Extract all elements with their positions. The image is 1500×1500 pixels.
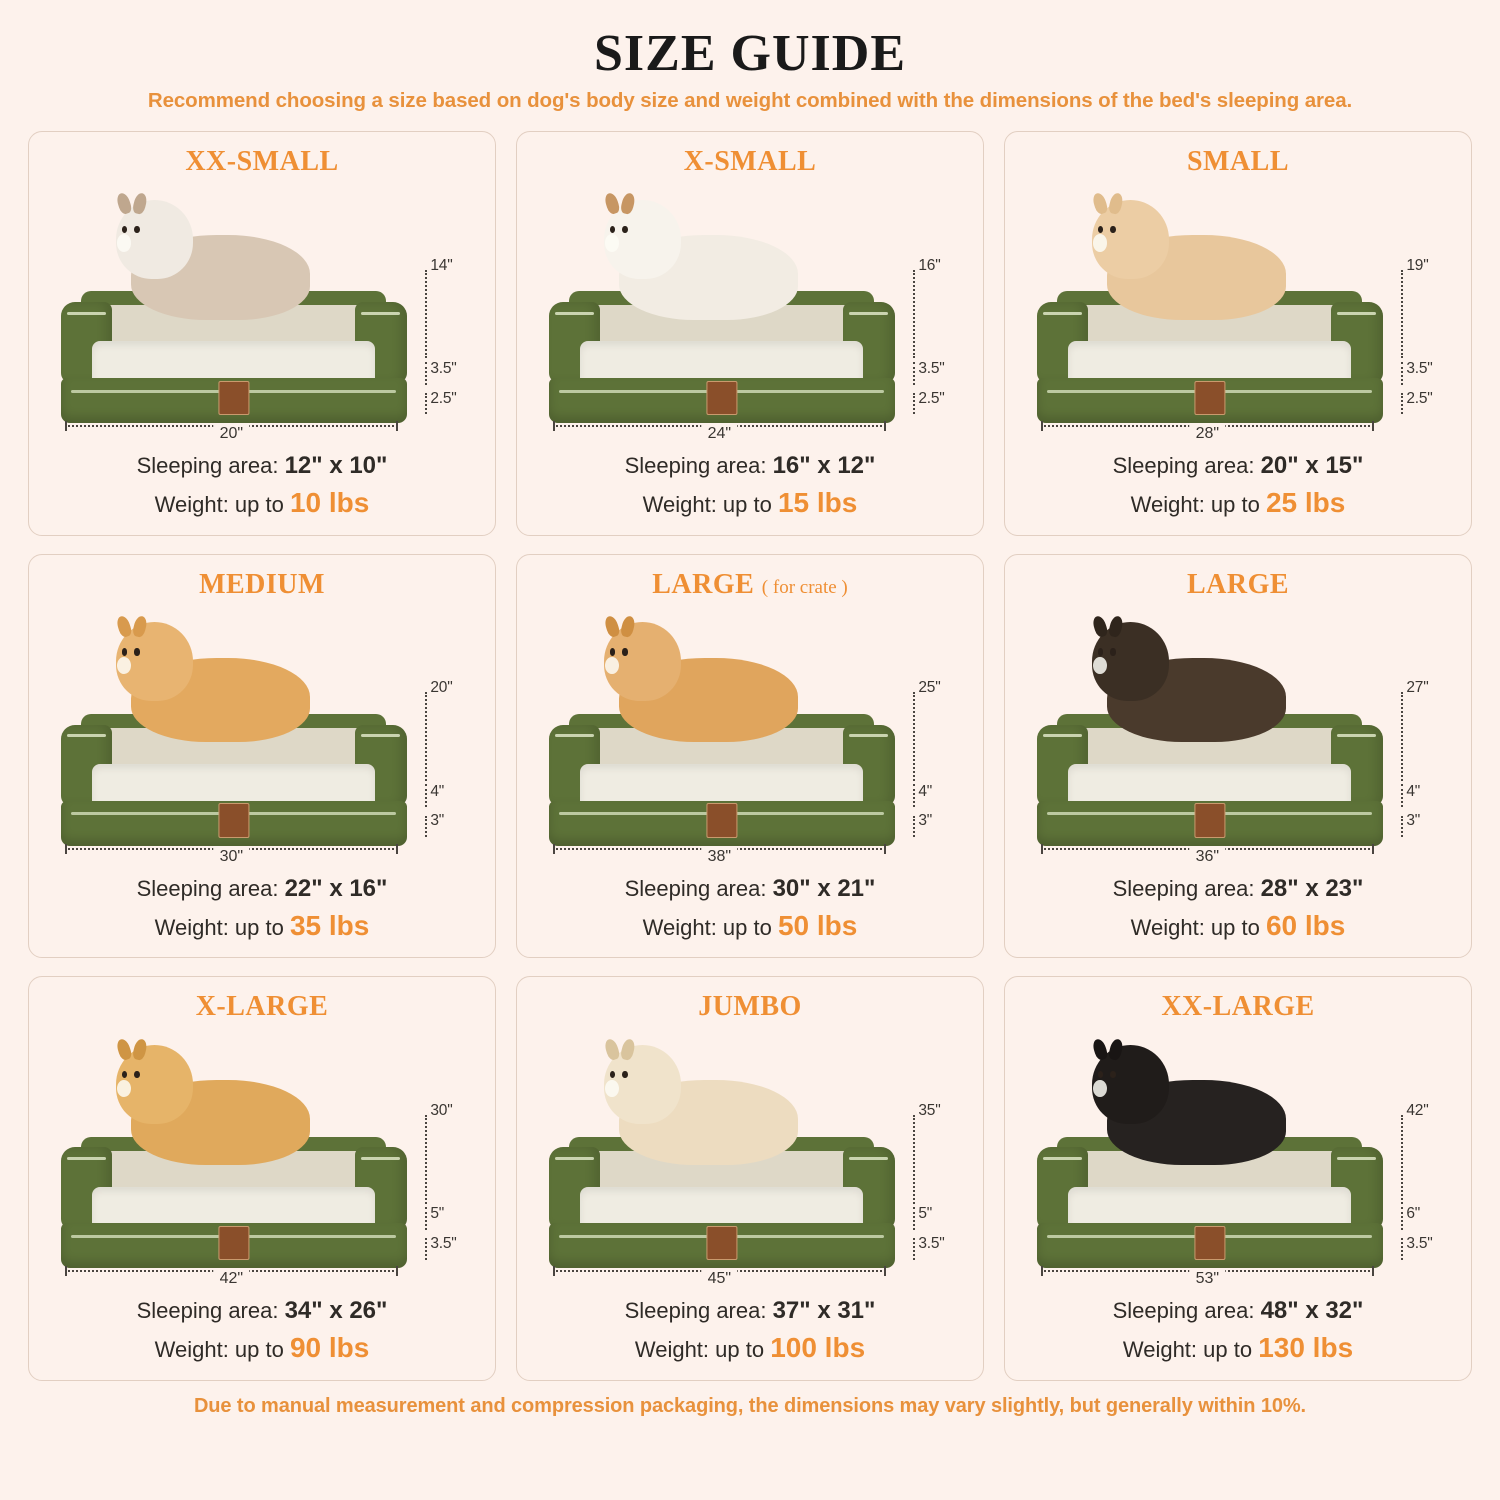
bed-wrap — [61, 1033, 407, 1268]
width-dimension — [553, 421, 886, 442]
weight-value: 130 lbs — [1258, 1332, 1354, 1364]
pet-ear-left — [115, 192, 132, 215]
dim-base-label: 2.5" — [918, 389, 945, 407]
pet-head — [1092, 1045, 1170, 1124]
bed-wrap — [549, 611, 895, 846]
card-specs — [1019, 872, 1457, 946]
pet-eye-left — [122, 226, 127, 233]
dim-height-label: 25" — [918, 679, 941, 697]
vertical-dimensions — [895, 257, 965, 421]
dim-line-base — [1401, 393, 1403, 414]
brand-tag — [1194, 1226, 1225, 1260]
weight-value: 35 lbs — [289, 909, 370, 941]
size-card — [1004, 554, 1472, 959]
sleeping-area-prefix: Sleeping area: — [136, 452, 285, 478]
pet-eye-right — [1110, 226, 1115, 233]
pet-ear-right — [1108, 615, 1124, 638]
card-title — [196, 991, 329, 1023]
bed-illustration — [43, 603, 481, 868]
weight-line — [1019, 1328, 1457, 1368]
bed-wrap — [1037, 611, 1383, 846]
brand-tag — [706, 1226, 737, 1260]
pet-eye-right — [622, 226, 627, 233]
weight-prefix: Weight: up to — [1122, 1337, 1259, 1363]
bed-illustration — [1019, 180, 1457, 445]
shiba-inu-dog-illustration — [604, 606, 798, 742]
width-dimension — [65, 1266, 398, 1288]
weight-value: 100 lbs — [770, 1332, 866, 1364]
card-size-name: LARGE — [652, 568, 755, 600]
bed-illustration — [43, 180, 481, 445]
pet-eye-right — [134, 1071, 139, 1078]
pet-eye-left — [122, 648, 127, 655]
card-specs — [43, 449, 481, 523]
weight-value: 25 lbs — [1265, 486, 1346, 518]
dim-height-label: 16" — [918, 256, 941, 274]
card-size-name: X-SMALL — [683, 146, 817, 177]
dim-bolster-label: 3.5" — [1406, 360, 1433, 378]
sleeping-area-line — [531, 449, 969, 483]
pet-muzzle — [605, 657, 619, 674]
dim-line-bolster — [913, 784, 915, 807]
bed-wrap — [549, 188, 895, 423]
pet-ear-right — [620, 1038, 636, 1061]
sleeping-area-line — [43, 449, 481, 483]
card-title — [1161, 991, 1314, 1023]
card-specs — [43, 1294, 481, 1368]
card-title — [199, 569, 325, 601]
bed-illustration — [531, 180, 969, 445]
card-specs — [531, 872, 969, 946]
brand-tag — [218, 1226, 249, 1260]
dim-line-base — [913, 816, 915, 837]
pet-muzzle — [605, 234, 619, 251]
pet-ear-right — [132, 1038, 148, 1061]
card-specs — [43, 872, 481, 946]
pet-eye-right — [622, 648, 627, 655]
card-title — [185, 146, 338, 178]
dim-bolster-label: 4" — [430, 782, 445, 800]
vertical-dimensions — [1383, 679, 1453, 843]
sleeping-area-prefix: Sleeping area: — [136, 875, 285, 901]
dim-bolster-label: 5" — [430, 1205, 445, 1223]
dim-cap-right — [1372, 844, 1374, 854]
border-collie-dog-illustration — [1092, 606, 1286, 742]
pet-ear-right — [620, 615, 636, 638]
weight-prefix: Weight: up to — [154, 914, 290, 940]
pet-ear-left — [603, 615, 620, 638]
dim-base-label: 2.5" — [430, 389, 457, 407]
size-card — [1004, 976, 1472, 1381]
dim-bolster-label: 3.5" — [918, 360, 945, 378]
dim-line-height — [425, 692, 427, 781]
dim-base-label: 3" — [430, 812, 445, 830]
page-subtitle: Recommend choosing a size based on dog's body size and weight combined with the dimensions of the bed's sleeping area. — [147, 89, 1353, 112]
card-size-name: SMALL — [1186, 146, 1290, 177]
pet-head — [604, 200, 682, 279]
dim-bolster-label: 5" — [918, 1205, 933, 1223]
dim-line-bolster — [1401, 362, 1403, 385]
dim-width-label: 30" — [214, 848, 249, 866]
dim-line-base — [1401, 1238, 1403, 1259]
dim-width-label: 38" — [702, 848, 737, 866]
card-size-name: X-LARGE — [195, 991, 329, 1023]
weight-value: 60 lbs — [1265, 909, 1346, 941]
dim-cap-left — [65, 1266, 67, 1276]
bed-wrap — [61, 188, 407, 423]
card-specs — [1019, 449, 1457, 523]
vertical-dimensions — [1383, 1102, 1453, 1266]
dim-line-base — [425, 816, 427, 837]
dim-line-height — [1401, 1115, 1403, 1204]
bed-illustration — [531, 1025, 969, 1290]
bed-illustration — [43, 1025, 481, 1290]
dim-line-bolster — [913, 1207, 915, 1230]
sleeping-area-line — [531, 1294, 969, 1328]
weight-line — [531, 906, 969, 946]
size-card — [28, 554, 496, 959]
card-specs — [531, 449, 969, 523]
weight-value: 50 lbs — [777, 909, 858, 941]
width-dimension — [553, 844, 886, 865]
sleeping-area-value: 30" x 21" — [772, 874, 876, 902]
sleeping-area-value: 34" x 26" — [284, 1297, 388, 1325]
dim-line-height — [1401, 692, 1403, 781]
card-title — [1187, 569, 1289, 601]
sleeping-area-prefix: Sleeping area: — [624, 452, 773, 478]
pet-ear-right — [132, 192, 148, 215]
weight-value: 10 lbs — [289, 486, 370, 518]
dim-width-label: 36" — [1190, 848, 1225, 866]
pet-head — [116, 622, 194, 701]
page-title: SIZE GUIDE — [594, 25, 906, 82]
labrador-dog-illustration — [604, 1029, 798, 1165]
size-card — [516, 976, 984, 1381]
sleeping-area-line — [43, 872, 481, 906]
pet-head — [604, 622, 682, 701]
weight-line — [43, 906, 481, 946]
bed-wrap — [1037, 188, 1383, 423]
dim-line-base — [913, 393, 915, 414]
weight-line — [531, 1328, 969, 1368]
pet-ear-right — [132, 615, 148, 638]
sleeping-area-line — [531, 872, 969, 906]
size-card-grid — [28, 131, 1472, 1381]
dim-line-base — [425, 1238, 427, 1259]
card-specs — [531, 1294, 969, 1368]
size-card — [516, 131, 984, 536]
pet-muzzle — [1093, 234, 1107, 251]
golden-retriever-dog-illustration — [116, 1029, 310, 1165]
french-bulldog-illustration — [1092, 183, 1286, 319]
vertical-dimensions — [407, 679, 477, 843]
pet-eye-right — [134, 226, 139, 233]
dim-height-label: 27" — [1406, 679, 1429, 697]
pet-muzzle — [117, 1080, 131, 1097]
dim-width-label: 53" — [1190, 1270, 1225, 1288]
weight-line — [43, 483, 481, 523]
dim-line-height — [1401, 270, 1403, 359]
measurement-disclaimer: Due to manual measurement and compression packaging, the dimensions may vary slightly, but generally within 10%. — [193, 1395, 1307, 1417]
pet-ear-left — [603, 192, 620, 215]
pet-eye-right — [1110, 648, 1115, 655]
weight-line — [43, 1328, 481, 1368]
pet-muzzle — [605, 1080, 619, 1097]
weight-prefix: Weight: up to — [642, 491, 778, 517]
dim-line-base — [425, 393, 427, 414]
dim-cap-right — [396, 1266, 398, 1276]
dim-line-height — [425, 270, 427, 359]
bed-wrap — [549, 1033, 895, 1268]
dim-cap-right — [884, 421, 886, 431]
dim-cap-left — [65, 421, 67, 431]
width-dimension — [65, 421, 398, 442]
width-dimension — [553, 1266, 886, 1288]
dim-height-label: 35" — [918, 1101, 941, 1119]
vertical-dimensions — [895, 1102, 965, 1266]
dim-cap-left — [1041, 1266, 1043, 1276]
dim-line-bolster — [913, 362, 915, 385]
dim-line-height — [913, 270, 915, 359]
size-card — [1004, 131, 1472, 536]
ragdoll-cat-illustration — [116, 183, 310, 319]
dim-line-bolster — [1401, 784, 1403, 807]
brand-tag — [706, 381, 737, 415]
weight-value: 90 lbs — [289, 1332, 370, 1364]
weight-prefix: Weight: up to — [154, 491, 290, 517]
dim-cap-left — [1041, 421, 1043, 431]
sleeping-area-value: 28" x 23" — [1260, 874, 1364, 902]
pet-muzzle — [1093, 657, 1107, 674]
sleeping-area-value: 12" x 10" — [284, 451, 388, 479]
dim-cap-left — [1041, 844, 1043, 854]
dim-line-height — [913, 1115, 915, 1204]
weight-prefix: Weight: up to — [1130, 914, 1266, 940]
pet-eye-left — [122, 1071, 127, 1078]
bed-illustration — [1019, 1025, 1457, 1290]
pet-ear-right — [1108, 1038, 1124, 1061]
pet-eye-right — [622, 1071, 627, 1078]
pet-eye-left — [1098, 226, 1103, 233]
size-card — [516, 554, 984, 959]
dim-line-height — [425, 1115, 427, 1204]
sleeping-area-line — [1019, 1294, 1457, 1328]
dim-height-label: 42" — [1406, 1101, 1429, 1119]
sleeping-area-prefix: Sleeping area: — [1112, 875, 1261, 901]
pet-eye-left — [1098, 1071, 1103, 1078]
brand-tag — [706, 803, 737, 837]
card-size-suffix: ( for crate ) — [761, 576, 848, 598]
bed-illustration — [1019, 603, 1457, 868]
brand-tag — [218, 381, 249, 415]
pet-ear-left — [1091, 192, 1108, 215]
pet-eye-left — [1098, 648, 1103, 655]
pet-ear-left — [1091, 615, 1108, 638]
pet-ear-right — [620, 192, 636, 215]
dim-width-label: 45" — [702, 1270, 737, 1288]
width-dimension — [1041, 1266, 1374, 1288]
dim-bolster-label: 4" — [1406, 782, 1421, 800]
card-size-name: MEDIUM — [199, 568, 325, 600]
dim-cap-left — [553, 844, 555, 854]
card-specs — [1019, 1294, 1457, 1368]
dim-width-label: 42" — [214, 1270, 249, 1288]
pet-muzzle — [117, 657, 131, 674]
dim-cap-right — [1372, 421, 1374, 431]
pet-muzzle — [117, 234, 131, 251]
pet-eye-left — [610, 648, 615, 655]
card-size-name: JUMBO — [698, 991, 802, 1023]
weight-prefix: Weight: up to — [1130, 491, 1266, 517]
bed-illustration — [531, 603, 969, 868]
sleeping-area-prefix: Sleeping area: — [624, 1298, 773, 1324]
sleeping-area-line — [1019, 449, 1457, 483]
dim-cap-left — [553, 421, 555, 431]
dim-cap-right — [396, 421, 398, 431]
sleeping-area-value: 22" x 16" — [284, 874, 388, 902]
dim-line-height — [913, 692, 915, 781]
sleeping-area-prefix: Sleeping area: — [624, 875, 773, 901]
dim-base-label: 2.5" — [1406, 389, 1433, 407]
width-dimension — [65, 844, 398, 865]
dim-line-bolster — [1401, 1207, 1403, 1230]
sleeping-area-prefix: Sleeping area: — [136, 1298, 285, 1324]
width-dimension — [1041, 421, 1374, 442]
dim-height-label: 14" — [430, 256, 453, 274]
shih-tzu-dog-illustration — [604, 183, 798, 319]
bed-wrap — [1037, 1033, 1383, 1268]
size-card — [28, 131, 496, 536]
pet-eye-right — [1110, 1071, 1115, 1078]
vertical-dimensions — [1383, 257, 1453, 421]
weight-line — [1019, 906, 1457, 946]
bed-wrap — [61, 611, 407, 846]
dim-cap-left — [65, 844, 67, 854]
dim-line-base — [1401, 816, 1403, 837]
width-dimension — [1041, 844, 1374, 865]
pet-head — [1092, 622, 1170, 701]
pet-ear-left — [603, 1037, 620, 1060]
brand-tag — [1194, 803, 1225, 837]
dim-base-label: 3" — [918, 812, 933, 830]
pet-head — [1092, 200, 1170, 279]
sleeping-area-line — [43, 1294, 481, 1328]
rottweiler-dog-illustration — [1092, 1029, 1286, 1165]
sleeping-area-value: 48" x 32" — [1260, 1297, 1364, 1325]
brand-tag — [1194, 381, 1225, 415]
pet-head — [604, 1045, 682, 1124]
dim-width-label: 28" — [1190, 425, 1225, 443]
sleeping-area-value: 37" x 31" — [772, 1297, 876, 1325]
corgi-dog-illustration — [116, 606, 310, 742]
dim-cap-right — [884, 844, 886, 854]
sleeping-area-prefix: Sleeping area: — [1112, 452, 1261, 478]
dim-base-label: 3.5" — [918, 1235, 945, 1253]
pet-ear-left — [115, 615, 132, 638]
dim-height-label: 30" — [430, 1101, 453, 1119]
dim-line-base — [913, 1238, 915, 1259]
dim-width-label: 20" — [214, 425, 249, 443]
card-size-name: XX-LARGE — [1161, 991, 1315, 1023]
card-title — [1187, 146, 1289, 178]
size-card — [28, 976, 496, 1381]
dim-bolster-label: 3.5" — [430, 360, 457, 378]
pet-head — [116, 1045, 194, 1124]
pet-eye-left — [610, 1071, 615, 1078]
pet-eye-left — [610, 226, 615, 233]
dim-cap-right — [396, 844, 398, 854]
pet-ear-right — [1108, 192, 1124, 215]
card-title — [652, 569, 848, 601]
sleeping-area-prefix: Sleeping area: — [1112, 1298, 1261, 1324]
vertical-dimensions — [895, 679, 965, 843]
weight-line — [1019, 483, 1457, 523]
card-title — [698, 991, 802, 1023]
pet-head — [116, 200, 194, 279]
sleeping-area-value: 20" x 15" — [1260, 451, 1364, 479]
pet-ear-left — [115, 1037, 132, 1060]
weight-prefix: Weight: up to — [642, 914, 778, 940]
pet-eye-right — [134, 648, 139, 655]
weight-prefix: Weight: up to — [154, 1337, 290, 1363]
card-size-name: LARGE — [1186, 568, 1290, 600]
dim-base-label: 3" — [1406, 812, 1421, 830]
card-title — [684, 146, 817, 178]
card-size-name: XX-SMALL — [185, 146, 339, 177]
dim-cap-right — [1372, 1266, 1374, 1276]
weight-line — [531, 483, 969, 523]
dim-cap-right — [884, 1266, 886, 1276]
pet-muzzle — [1093, 1080, 1107, 1097]
dim-base-label: 3.5" — [1406, 1235, 1433, 1253]
vertical-dimensions — [407, 1102, 477, 1266]
pet-ear-left — [1091, 1037, 1108, 1060]
dim-width-label: 24" — [702, 425, 737, 443]
dim-height-label: 19" — [1406, 256, 1429, 274]
dim-line-bolster — [425, 362, 427, 385]
dim-bolster-label: 6" — [1406, 1205, 1421, 1223]
brand-tag — [218, 803, 249, 837]
dim-bolster-label: 4" — [918, 782, 933, 800]
weight-value: 15 lbs — [777, 486, 858, 518]
vertical-dimensions — [407, 257, 477, 421]
weight-prefix: Weight: up to — [634, 1337, 771, 1363]
dim-base-label: 3.5" — [430, 1235, 457, 1253]
sleeping-area-line — [1019, 872, 1457, 906]
dim-height-label: 20" — [430, 679, 453, 697]
dim-line-bolster — [425, 784, 427, 807]
sleeping-area-value: 16" x 12" — [772, 451, 876, 479]
dim-line-bolster — [425, 1207, 427, 1230]
dim-cap-left — [553, 1266, 555, 1276]
